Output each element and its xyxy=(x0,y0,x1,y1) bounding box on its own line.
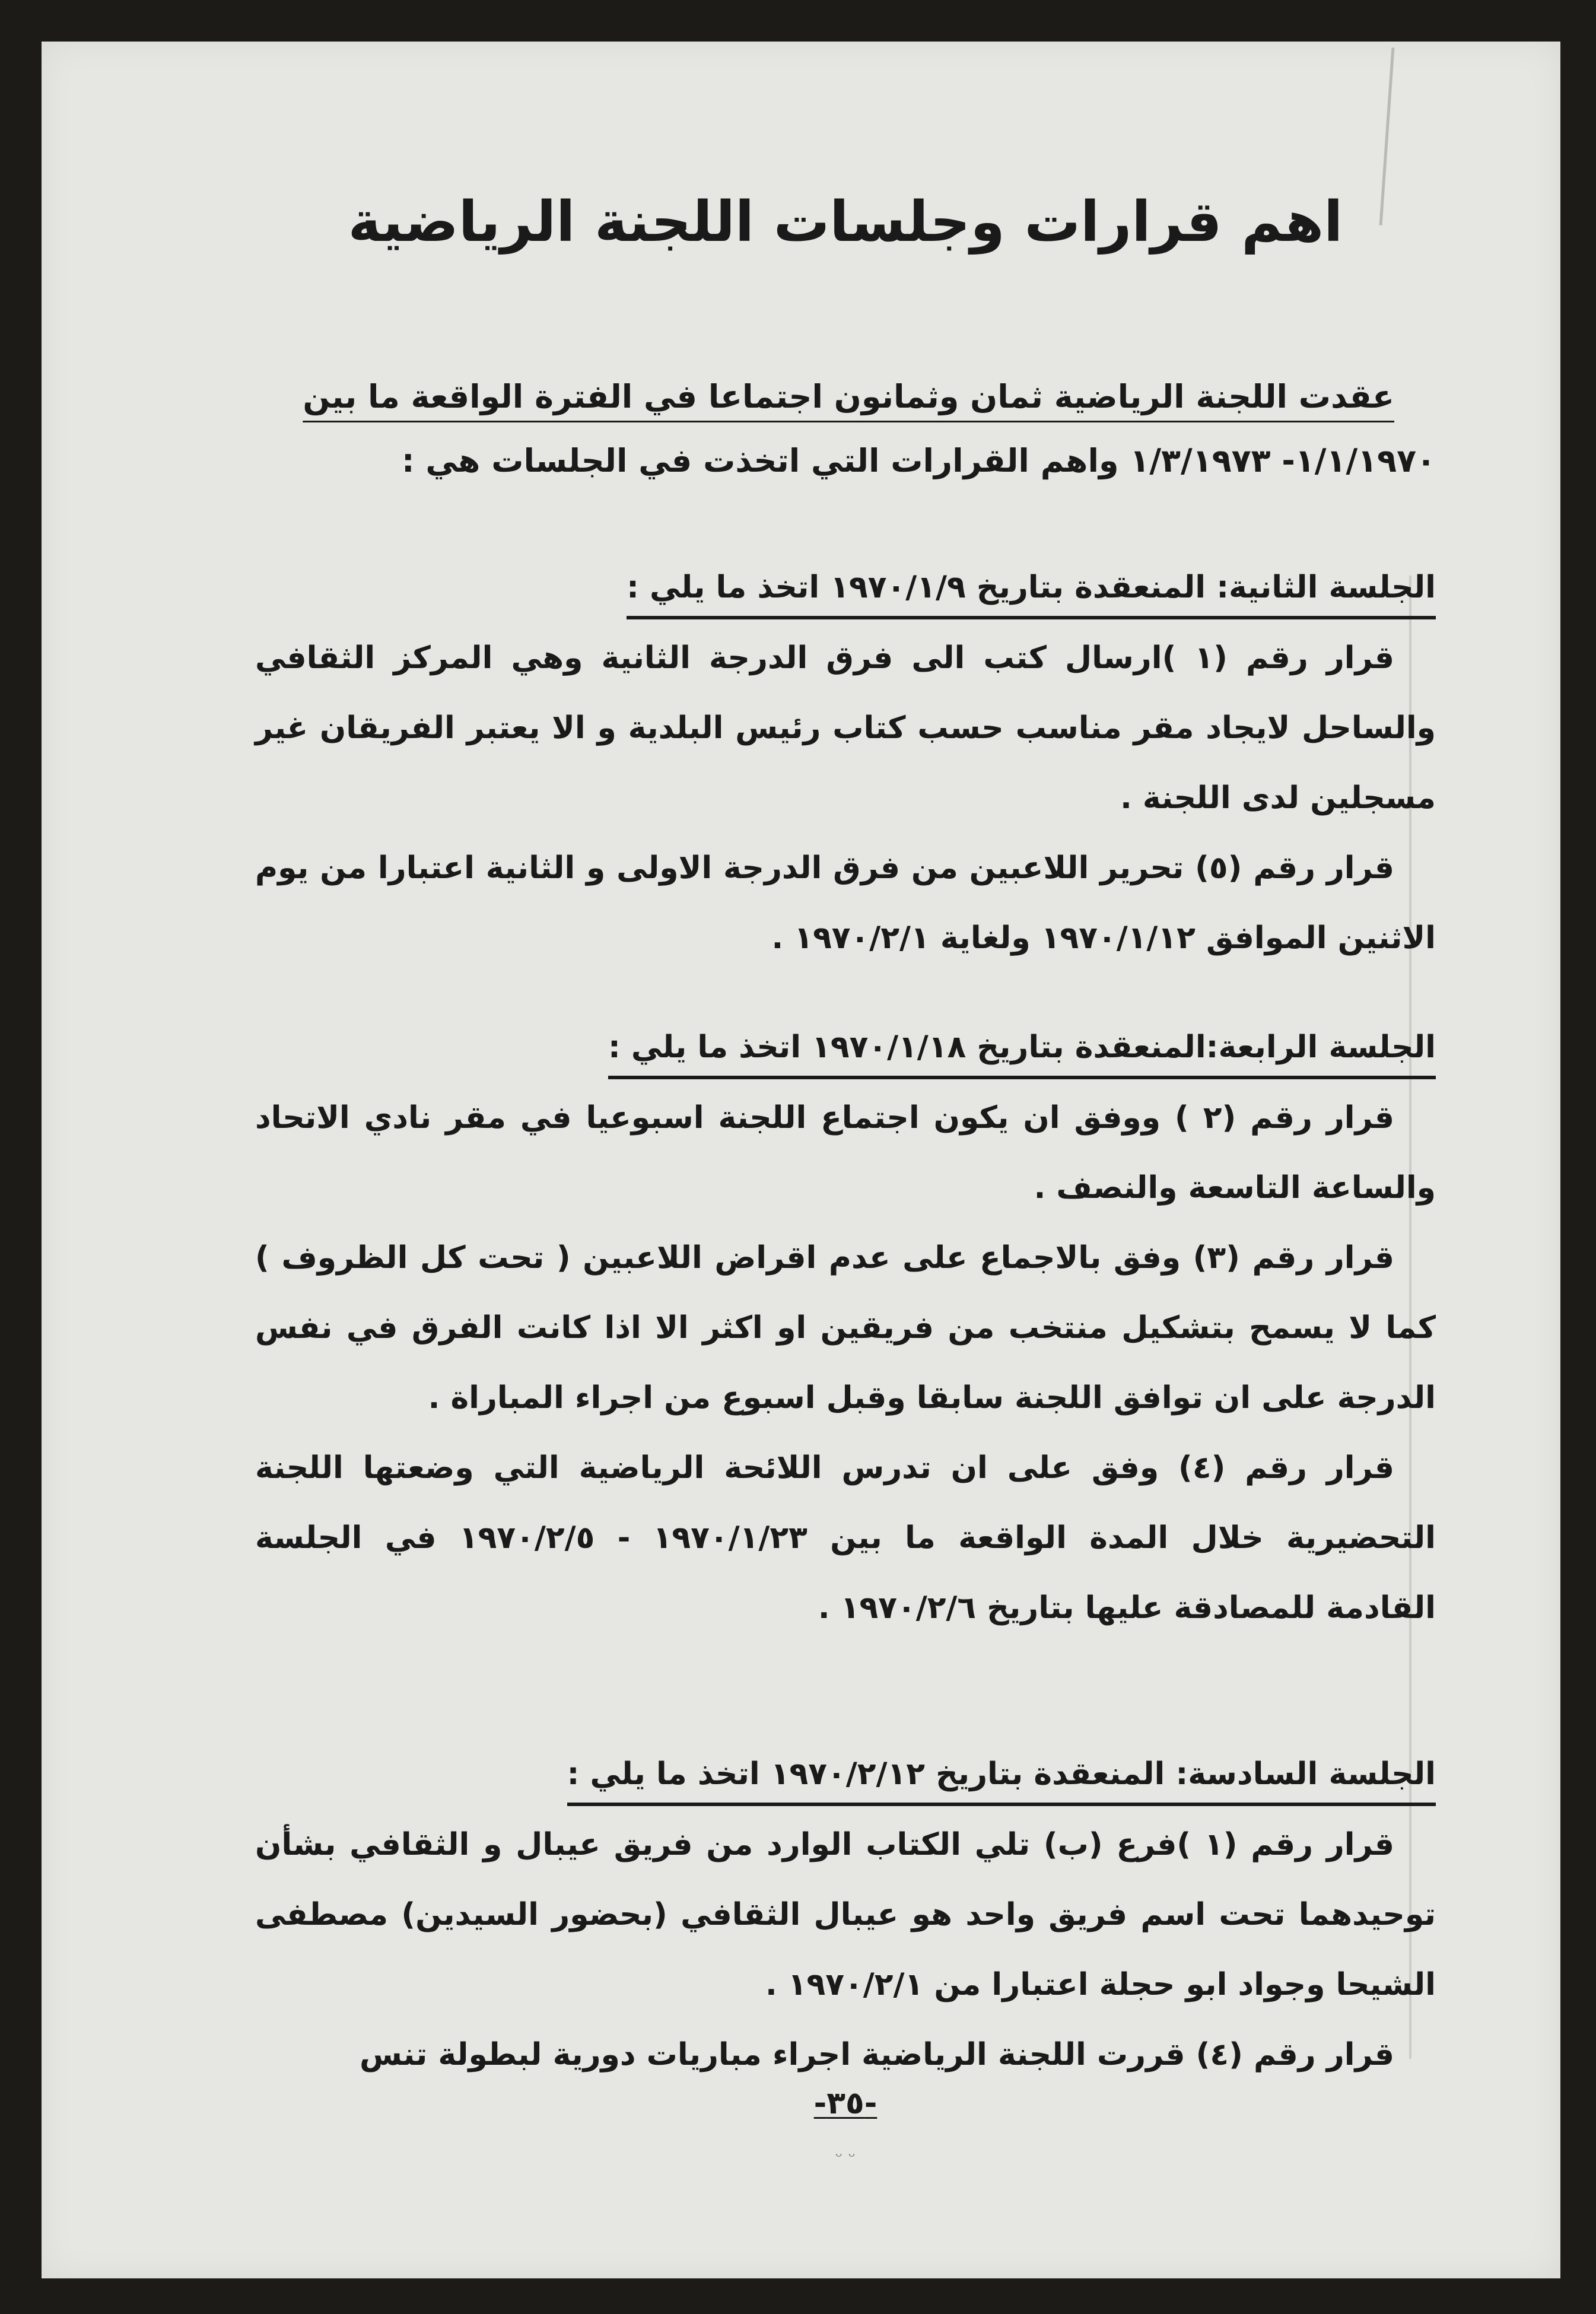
session-heading: الجلسة الرابعة:المنعقدة بتاريخ ١٩٧٠/١/١٨ اتخذ ما يلي : xyxy=(608,1024,1436,1079)
session-6 xyxy=(255,1750,1436,2090)
session-4 xyxy=(255,1024,1436,1643)
page-number: -٣٥- xyxy=(813,2086,878,2121)
resolution-paragraph: قرار رقم (٤) وفق على ان تدرس اللائحة الرياضية التي وضعتها اللجنة التحضيرية خلال المدة الواقعة ما بين ١٩٧٠/١/٢٣ - ١٩٧٠/٢/٥ في الجلسة القادمة للمصادقة عليها بتاريخ ١٩٧٠/٢/٦ . xyxy=(255,1450,1436,1626)
resolution-paragraph: قرار رقم (٤) قررت اللجنة الرياضية اجراء مباريات دورية لبطولة تنس xyxy=(360,2037,1394,2073)
resolution-paragraph: قرار رقم (٣) وفق بالاجماع على عدم اقراض اللاعبين ( تحت كل الظروف ) كما لا يسمح بتشكيل منتخب من فريقين او اكثر الا اذا كانت الفرق في نفس الدرجة على ان توافق اللجنة سابقا وقبل اسبوع من اجراء المباراة . xyxy=(255,1240,1436,1416)
session-2 xyxy=(255,564,1436,973)
resolution-paragraph: قرار رقم (٢ ) ووفق ان يكون اجتماع اللجنة اسبوعيا في مقر نادي الاتحاد والساعة التاسعة والنصف . xyxy=(255,1100,1436,1206)
intro-paragraph xyxy=(255,365,1436,493)
resolution-paragraph: قرار رقم (١ )فرع (ب) تلي الكتاب الوارد من فريق عيبال و الثقافي بشأن توحيدهما تحت اسم فريق واحد هو عيبال الثقافي (بحضور السيدين) مصطفى الشيحا وجواد ابو حجلة اعتبارا من ١٩٧٠/٢/١ . xyxy=(255,1827,1436,2003)
faint-mark: ᵕ ᵕ xyxy=(835,2147,856,2167)
resolution-paragraph: قرار رقم (١ )ارسال كتب الى فرق الدرجة الثانية وهي المركز الثقافي والساحل لايجاد مقر مناسب حسب كتاب رئيس البلدية و الا يعتبر الفريقان غير مسجلين لدى اللجنة . xyxy=(255,640,1436,816)
intro-line-2: ١/١/١٩٧٠- ١/٣/١٩٧٣ واهم القرارات التي اتخذت في الجلسات هي : xyxy=(401,442,1436,479)
page-title: اهم قرارات وجلسات اللجنة الرياضية xyxy=(348,190,1343,255)
intro-line-1: عقدت اللجنة الرياضية ثمان وثمانون اجتماعا في الفترة الواقعة ما بين xyxy=(303,378,1394,415)
session-heading: الجلسة السادسة: المنعقدة بتاريخ ١٩٧٠/٢/١٢ اتخذ ما يلي : xyxy=(567,1750,1436,1806)
resolution-paragraph: قرار رقم (٥) تحرير اللاعبين من فرق الدرجة الاولى و الثانية اعتبارا من يوم الاثنين الموافق ١٩٧٠/١/١٢ ولغاية ١٩٧٠/٢/١ . xyxy=(255,850,1436,956)
document-page xyxy=(42,42,1560,2278)
session-heading: الجلسة الثانية: المنعقدة بتاريخ ١٩٧٠/١/٩ اتخذ ما يلي : xyxy=(627,564,1436,619)
